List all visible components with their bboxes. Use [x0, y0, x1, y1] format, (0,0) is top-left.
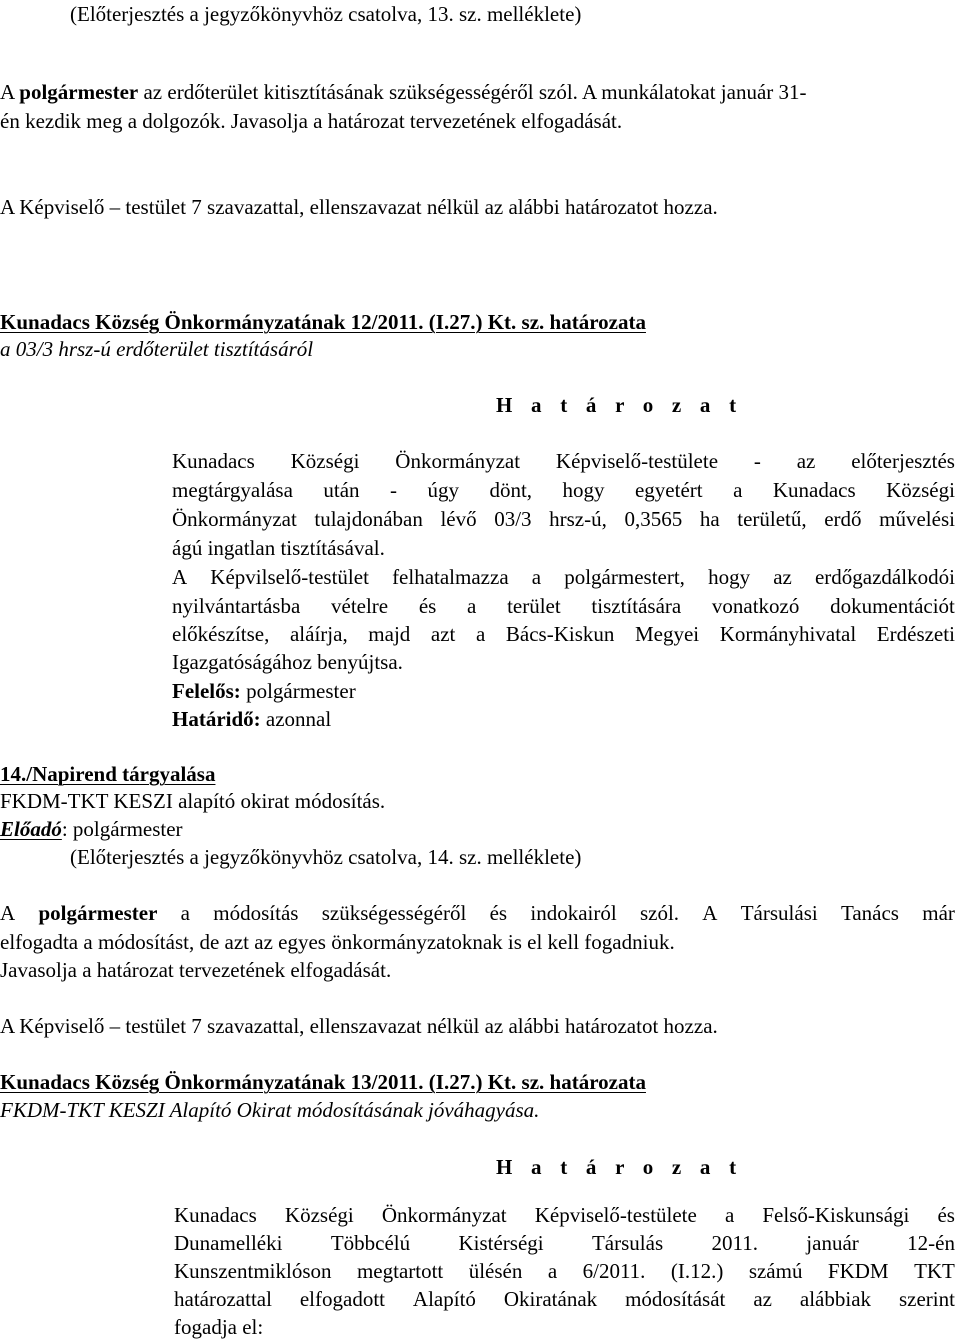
word: Felső-Kiskunsági — [762, 1203, 910, 1227]
word: A — [172, 565, 188, 589]
word: (I.12.) — [670, 1259, 724, 1283]
word: után — [323, 478, 360, 502]
word: hrsz-ú, — [549, 507, 607, 531]
hatarozat-heading-13: H a t á r o z a t — [496, 393, 743, 417]
vote-statement-13: A Képviselő – testület 7 szavazattal, ellenszavazat nélkül az alábbi határozatot hozza. — [0, 195, 718, 219]
word: Társulás — [591, 1231, 664, 1255]
body-13-line2 — [172, 476, 955, 505]
word: megtartott — [356, 1259, 444, 1283]
body-13-line8: Igazgatóságához benyújtsa. — [172, 650, 403, 674]
word: Kistérségi — [458, 1231, 544, 1255]
word: előterjesztés — [851, 449, 955, 473]
word: Kunadacs — [174, 1203, 257, 1227]
word: indokairól — [530, 901, 617, 925]
word: terület — [507, 594, 561, 618]
body-14-line4 — [174, 1285, 955, 1314]
body-13-line3 — [172, 505, 955, 534]
resolution-title-13: Kunadacs Község Önkormányzatának 12/2011. (I.27.) Kt. sz. határozata — [0, 310, 646, 334]
word: Képviselő-testülete — [555, 449, 719, 473]
body-14-line3 — [174, 1257, 955, 1286]
word: a — [733, 478, 743, 502]
word: Erdészeti — [876, 622, 955, 646]
word: és — [418, 594, 437, 618]
word: polgármester — [38, 901, 158, 925]
word: ha — [699, 507, 720, 531]
word: lévő — [440, 507, 477, 531]
word: Községi — [290, 449, 360, 473]
intro-paragraph-13-line1: A polgármester az erdőterület kitisztításának szükségességéről szól. A munkálatokat január 31- — [0, 80, 807, 104]
word: majd — [368, 622, 411, 646]
resolution-subtitle-14: FKDM-TKT KESZI Alapító Okirat módosításának jóváhagyása. — [0, 1098, 540, 1122]
resolution-subtitle-13: a 03/3 hrsz-ú erdőterület tisztításáról — [0, 337, 314, 361]
word: Dunamelléki — [174, 1231, 283, 1255]
word: és — [489, 901, 508, 925]
word: Képvilselő-testület — [210, 565, 369, 589]
intro-paragraph-14-line3: Javasolja a határozat tervezetének elfogadását. — [0, 958, 392, 982]
word: elfogadott — [299, 1287, 385, 1311]
word: módosítás — [213, 901, 299, 925]
word: területű, — [737, 507, 807, 531]
word: nyilvántartásba — [172, 594, 301, 618]
word: Képviselő-testülete — [534, 1203, 697, 1227]
word: dokumentációt — [830, 594, 955, 618]
word: az — [796, 449, 816, 473]
word: polgármestert, — [564, 565, 685, 589]
word: úgy — [427, 478, 459, 502]
word: Községi — [284, 1203, 354, 1227]
word: január — [806, 1231, 859, 1255]
word: Megyei — [634, 622, 700, 646]
responsible-line-13: Felelős: polgármester — [172, 679, 356, 703]
word: FKDM — [827, 1259, 889, 1283]
word: ülésén — [468, 1259, 523, 1283]
body-13-line4: ágú ingatlan tisztításával. — [172, 536, 385, 560]
word: Okiratának — [503, 1287, 598, 1311]
attachment-note-13: (Előterjesztés a jegyzőkönyvhöz csatolva, 13. sz. melléklete) — [70, 2, 582, 26]
word: a — [475, 622, 486, 646]
word: - — [390, 478, 397, 502]
attachment-note-14: (Előterjesztés a jegyzőkönyvhöz csatolva, 14. sz. melléklete) — [70, 845, 582, 869]
word: erdőgazdálkodói — [814, 565, 955, 589]
word: Önkormányzat — [395, 449, 521, 473]
resolution-title-14: Kunadacs Község Önkormányzatának 13/2011. (I.27.) Kt. sz. határozata — [0, 1070, 646, 1094]
word: Társulási — [740, 901, 818, 925]
presenter-line-14: Előadó: polgármester — [0, 817, 183, 841]
word: számú — [748, 1259, 803, 1283]
hatarozat-heading-14: H a t á r o z a t — [496, 1155, 743, 1179]
word: 03/3 — [494, 507, 532, 531]
body-13-line1 — [172, 447, 955, 476]
word: szükségességéről — [321, 901, 467, 925]
body-13-line5 — [172, 563, 955, 592]
word: A — [0, 901, 16, 925]
intro-paragraph-14-line2: elfogadta a módosítást, de azt az egyes önkormányzatoknak is el kell fogadniuk. — [0, 930, 675, 954]
word: Többcélú — [330, 1231, 411, 1255]
word: Bács-Kiskun — [505, 622, 615, 646]
word: a — [724, 1203, 735, 1227]
word: Önkormányzat — [381, 1203, 507, 1227]
word: Tanács — [840, 901, 899, 925]
word: erdő — [824, 507, 862, 531]
word: TKT — [914, 1259, 955, 1283]
word: vonatkozó — [711, 594, 800, 618]
word: A — [702, 901, 718, 925]
word: aláírja, — [289, 622, 348, 646]
word: 6/2011. — [582, 1259, 646, 1283]
word: 0,3565 — [624, 507, 683, 531]
agenda-title-14: 14./Napirend tárgyalása — [0, 762, 216, 786]
word: az — [753, 1287, 772, 1311]
word: azt — [430, 622, 456, 646]
body-14-line2 — [174, 1229, 955, 1258]
vote-statement-14: A Képviselő – testület 7 szavazattal, ellenszavazat nélkül az alábbi határozatot hozza. — [0, 1014, 718, 1038]
word: Önkormányzat — [172, 507, 297, 531]
word: hogy — [562, 478, 605, 502]
word: szól. — [639, 901, 680, 925]
word: alábbiak — [799, 1287, 872, 1311]
word: az — [773, 565, 792, 589]
word: előkészítse, — [172, 622, 270, 646]
word: Kunadacs — [172, 449, 255, 473]
body-14-line5: fogadja el: — [174, 1315, 264, 1339]
word: 12-én — [907, 1231, 955, 1255]
body-13-line7 — [172, 620, 955, 649]
word: felhatalmazza — [392, 565, 509, 589]
word: határozattal — [174, 1287, 272, 1311]
word: 2011. — [711, 1231, 758, 1255]
agenda-subject-14: FKDM-TKT KESZI alapító okirat módosítás. — [0, 789, 386, 813]
word: - — [753, 449, 761, 473]
word: a — [180, 901, 190, 925]
word: Kunadacs — [772, 478, 856, 502]
word: a — [531, 565, 542, 589]
word: tulajdonában — [314, 507, 423, 531]
word: szerint — [898, 1287, 955, 1311]
word: Kunszentmiklóson — [174, 1259, 332, 1283]
word: Kormányhivatal — [719, 622, 857, 646]
word: tisztítására — [591, 594, 682, 618]
word: művelési — [879, 507, 955, 531]
body-13-line6 — [172, 592, 955, 621]
word: már — [922, 901, 955, 925]
word: egyetért — [634, 478, 703, 502]
word: dönt, — [489, 478, 533, 502]
word: vételre — [331, 594, 389, 618]
deadline-line-13: Határidő: azonnal — [172, 707, 332, 731]
word: a — [547, 1259, 558, 1283]
word: módosítását — [625, 1287, 726, 1311]
word: Alapító — [412, 1287, 476, 1311]
word: a — [467, 594, 477, 618]
word: megtárgyalása — [172, 478, 293, 502]
intro-paragraph-13-line2: én kezdik meg a dolgozók. Javasolja a határozat tervezetének elfogadását. — [0, 109, 623, 133]
role-polgarmester: polgármester — [19, 80, 139, 104]
body-14-line1 — [174, 1201, 955, 1230]
word: Községi — [886, 478, 955, 502]
word: hogy — [708, 565, 751, 589]
intro-paragraph-14-line1 — [0, 899, 955, 928]
word: és — [937, 1203, 955, 1227]
